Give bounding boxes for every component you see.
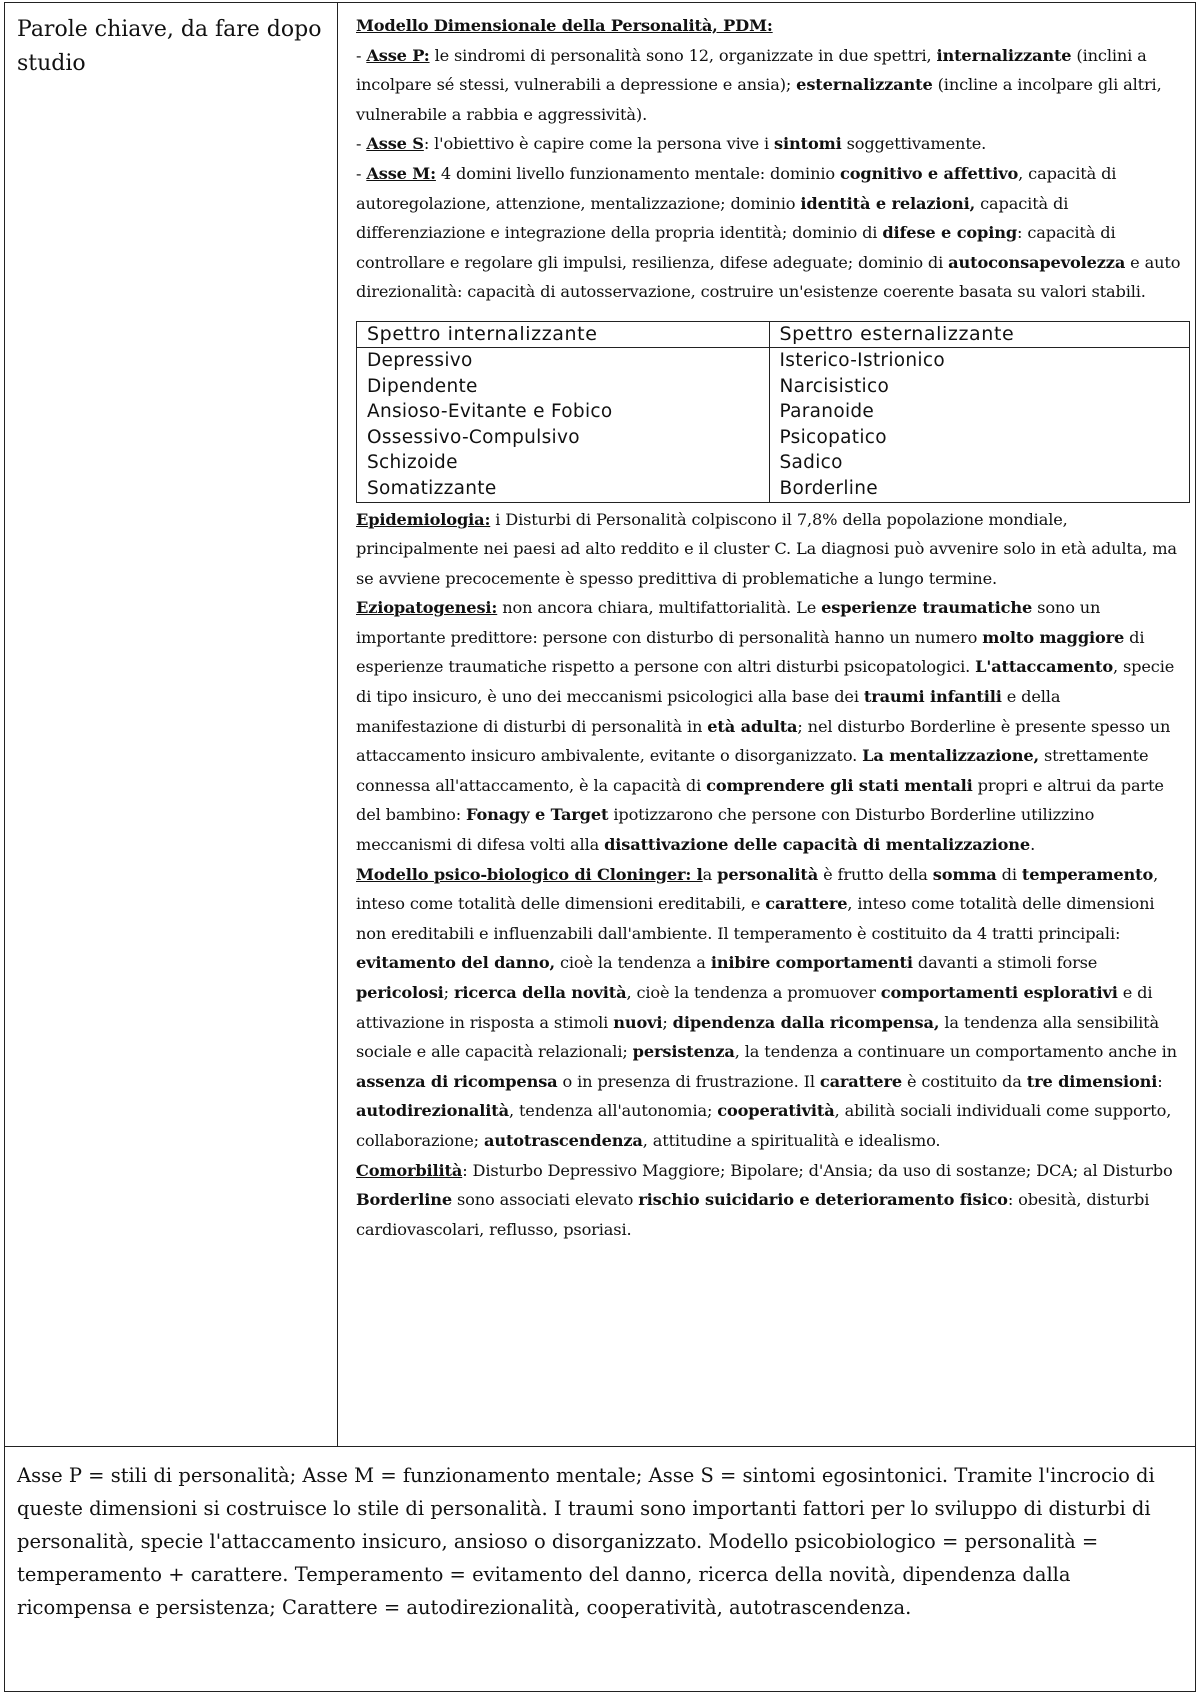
cloninger-bold: personalità bbox=[717, 864, 819, 884]
cloninger-text: è frutto della bbox=[818, 864, 933, 884]
cloninger-text: e di attivazione in risposta a stimoli bbox=[356, 983, 1153, 1032]
cloninger-bold: temperamento bbox=[1021, 864, 1154, 884]
cloninger-text: di bbox=[996, 864, 1022, 884]
table-cell: Narcisistico bbox=[769, 374, 1190, 400]
cloninger-section bbox=[356, 860, 1183, 1156]
asse-m-bold: identità e relazioni, bbox=[800, 193, 976, 213]
ezio-text: ipotizzarono che persone con Disturbo Borderline utilizzino meccanismi di difesa volti alla bbox=[356, 805, 1095, 855]
cloninger-text: la tendenza alla sensibilità sociale e alle capacità relazionali; bbox=[356, 1012, 1159, 1062]
summary-cell bbox=[5, 1446, 1195, 1691]
cloninger-bold: carattere bbox=[819, 1071, 902, 1091]
keywords-label: Parole chiave, da fare dopo studio bbox=[17, 17, 322, 76]
table-cell: Borderline bbox=[769, 476, 1190, 502]
ezio-text: sono un importante predittore: persone con disturbo di personalità hanno un numero bbox=[356, 598, 1101, 647]
cloninger-text: ; bbox=[443, 983, 454, 1002]
table-row bbox=[357, 450, 1190, 476]
table-row bbox=[357, 425, 1190, 451]
spectra-table bbox=[356, 321, 1190, 503]
asse-s-text: soggettivamente. bbox=[841, 134, 987, 154]
cloninger-text: davanti a stimoli forse bbox=[912, 953, 1098, 973]
table-cell: Schizoide bbox=[357, 450, 770, 476]
cloninger-text: : bbox=[1157, 1071, 1163, 1091]
cloninger-text: , cioè la tendenza a promuover bbox=[626, 983, 881, 1002]
epidemiologia-label: Epidemiologia: bbox=[356, 509, 491, 529]
comorbilita-bold: rischio suicidario e deterioramento fisico bbox=[638, 1190, 1008, 1210]
cloninger-bold: autotrascendenza bbox=[483, 1130, 643, 1150]
asse-s-text: : l'obiettivo è capire come la persona vive i bbox=[423, 134, 775, 154]
table-cell: Isterico-Istrionico bbox=[769, 347, 1190, 373]
summary-text: Asse P = stili di personalità; Asse M = funzionamento mentale; Asse S = sintomi egosintonici. Tramite l'incrocio di queste dimensioni si costruisce lo stile di personalità. I traumi sono importanti fattori per lo sviluppo di disturbi di personalità, specie l'attaccamento insicuro, ansioso o disorganizzato. Modello psicobiologico = personalità = temperamento + carattere. Temperamento = evitamento del danno, ricerca della novità, dipendenza dalla ricompensa e persistenza; Carattere = autodirezionalità, cooperatività, autotrascendenza. bbox=[17, 1464, 1155, 1619]
comorbilita-text: sono associati elevato bbox=[452, 1190, 639, 1210]
epidemiologia-text: i Disturbi di Personalità colpiscono il 7,8% della popolazione mondiale, principalmente nei paesi ad alto reddito e il cluster C. La diagnosi può avvenire solo in età adulta, ma se avviene precocemente è spesso predittiva di problematiche a lungo termine. bbox=[356, 509, 1177, 588]
comorbilita-bold: Borderline bbox=[356, 1190, 453, 1210]
ezio-bold: Fonagy e Target bbox=[466, 805, 609, 825]
asse-p-text: (incline a incolpare gli altri, vulnerabile a rabbia e aggressività). bbox=[356, 75, 1162, 124]
table-cell: Ansioso-Evitante e Fobico bbox=[357, 399, 770, 425]
cloninger-bold: assenza di ricompensa bbox=[356, 1071, 558, 1091]
asse-m-text: : capacità di controllare e regolare gli impulsi, resilienza, difese adeguate; dominio di bbox=[356, 223, 1116, 272]
ezio-text: . bbox=[1030, 835, 1036, 855]
table-row bbox=[357, 374, 1190, 400]
cloninger-bold: somma bbox=[932, 864, 997, 884]
table-cell: Depressivo bbox=[357, 347, 770, 373]
asse-m-label: Asse M: bbox=[366, 163, 436, 183]
cloninger-bold: tre dimensioni bbox=[1026, 1071, 1158, 1091]
ezio-text: e della manifestazione di disturbi di personalità in bbox=[356, 687, 1061, 736]
cloninger-bold: evitamento del danno, bbox=[356, 953, 555, 973]
table-cell: Sadico bbox=[769, 450, 1190, 476]
cloninger-bold: cooperatività bbox=[717, 1101, 835, 1121]
ezio-text: propri e altrui da parte del bambino: bbox=[356, 775, 1164, 825]
eziopatogenesi-label: Eziopatogenesi: bbox=[356, 598, 498, 618]
pdm-heading: Modello Dimensionale della Personalità, PDM: bbox=[356, 16, 773, 35]
spectra-header-row bbox=[357, 321, 1190, 347]
cloninger-bold: pericolosi bbox=[356, 983, 444, 1002]
asse-p-text: le sindromi di personalità sono 12, organizzate in due spettri, bbox=[429, 45, 937, 65]
cloninger-text: , attitudine a spiritualità e idealismo. bbox=[642, 1130, 941, 1150]
asse-m-text: 4 domini livello funzionamento mentale: dominio bbox=[435, 163, 840, 183]
ezio-text: , specie di tipo insicuro, è uno dei meccanismi psicologici alla base dei bbox=[356, 657, 1175, 707]
asse-m-text: , capacità di autoregolazione, attenzione, mentalizzazione; dominio bbox=[356, 163, 1117, 213]
comorbilita-text: : obesità, disturbi cardiovascolari, reflusso, psoriasi. bbox=[356, 1190, 1150, 1239]
cloninger-text: o in presenza di frustrazione. Il bbox=[557, 1071, 820, 1091]
asse-p-label: Asse P: bbox=[366, 45, 430, 65]
column-header: Spettro internalizzante bbox=[357, 321, 770, 347]
cloninger-text: ; bbox=[662, 1012, 673, 1032]
ezio-text: strettamente connessa all'attaccamento, è la capacità di bbox=[356, 746, 1149, 795]
table-row bbox=[357, 347, 1190, 373]
pdm-section: Modello Dimensionale della Personalità, PDM: - Asse P: le sindromi di personalità sono 12, organizzate in due spettri, internalizzante (inclini a incolpare sé stessi, vulnerabili a depressione e ansia); esternalizzante (incline a incolpare gli altri, vulnerabile a rabbia e aggressività). - Asse S: l'obiettivo è capire come la persona vive i sintomi soggettivamente. - Asse M: 4 domini livello funzionamento mentale: dominio cognitivo e affettivo, capacità di autoregolazione, attenzione, mentalizzazione; dominio identità e relazioni, capacità di differenziazione e integrazione della propria identità; dominio di difese e coping: capacità di controllare e regolare gli impulsi, resilienza, difese adeguate; dominio di autoconsapevolezza e auto direzionalità: capacità di autosservazione, costruire un'esistenze coerente basata su valori stabili. bbox=[356, 16, 1181, 302]
cloninger-bold: carattere bbox=[765, 894, 848, 914]
cloninger-text: a bbox=[702, 864, 718, 884]
asse-p-text: (inclini a incolpare sé stessi, vulnerabili a depressione e ansia); bbox=[356, 45, 1147, 95]
cloninger-bold: dipendenza dalla ricompensa, bbox=[672, 1012, 940, 1032]
ezio-bold: età adulta bbox=[707, 716, 798, 736]
ezio-text: ; nel disturbo Borderline è presente spesso un attaccamento insicuro ambivalente, evitante o disorganizzato. bbox=[356, 716, 1171, 766]
asse-p-bold: internalizzante bbox=[936, 45, 1072, 65]
ezio-text: di esperienze traumatiche rispetto a persone con altri disturbi psicopatologici. bbox=[356, 627, 1145, 677]
asse-s-bold: sintomi bbox=[774, 134, 842, 154]
comorbilita-text: : Disturbo Depressivo Maggiore; Bipolare; d'Ansia; da uso di sostanze; DCA; al Disturbo bbox=[462, 1160, 1173, 1180]
ezio-bold: La mentalizzazione, bbox=[862, 746, 1040, 766]
ezio-bold: L'attaccamento bbox=[975, 657, 1114, 677]
keywords-cell bbox=[5, 3, 338, 1446]
cloninger-label: Modello psico-biologico di Cloninger: l bbox=[356, 864, 703, 884]
comorbilita-label: Comorbilità bbox=[356, 1160, 463, 1180]
asse-m-text: capacità di differenziazione e integrazione della propria identità; dominio di bbox=[356, 193, 1069, 243]
cloninger-text: , la tendenza a continuare un comportamento anche in bbox=[734, 1042, 1177, 1062]
eziopatogenesi-section bbox=[356, 593, 1183, 859]
comorbilita-section bbox=[356, 1156, 1183, 1245]
table-row bbox=[357, 476, 1190, 502]
table-cell: Psicopatico bbox=[769, 425, 1190, 451]
epidemiologia-section bbox=[356, 505, 1183, 594]
cloninger-text: , inteso come totalità delle dimensioni non ereditabili e influenzabili dall'ambiente. Il temperamento è costituito da 4 tratti principali: bbox=[356, 894, 1155, 943]
asse-m-text: e auto direzionalità: capacità di autosservazione, costruire un'esistenze coerente basata su valori stabili. bbox=[356, 252, 1181, 302]
cloninger-bold: ricerca della novità bbox=[453, 983, 627, 1002]
cloninger-text: , abilità sociali individuali come supporto, collaborazione; bbox=[356, 1101, 1172, 1150]
column-header: Spettro esternalizzante bbox=[769, 321, 1190, 347]
asse-m-bold: autoconsapevolezza bbox=[948, 252, 1126, 272]
cloninger-bold: autodirezionalità bbox=[356, 1101, 509, 1121]
cloninger-bold: comportamenti esplorativi bbox=[880, 983, 1118, 1002]
asse-m-bold: cognitivo e affettivo bbox=[839, 163, 1019, 183]
cloninger-bold: persistenza bbox=[632, 1042, 735, 1062]
cloninger-text: , tendenza all'autonomia; bbox=[508, 1101, 718, 1121]
table-cell: Ossessivo-Compulsivo bbox=[357, 425, 770, 451]
ezio-bold: esperienze traumatiche bbox=[821, 598, 1033, 618]
asse-s-label: Asse S bbox=[366, 134, 424, 154]
ezio-bold: disattivazione delle capacità di mentalizzazione bbox=[604, 835, 1031, 855]
content-cell bbox=[338, 3, 1195, 1446]
cloninger-bold: inibire comportamenti bbox=[710, 953, 913, 973]
cloninger-text: , inteso come totalità delle dimensioni ereditabili, e bbox=[356, 864, 1159, 914]
table-cell: Somatizzante bbox=[357, 476, 770, 502]
table-cell: Paranoide bbox=[769, 399, 1190, 425]
ezio-bold: traumi infantili bbox=[863, 687, 1002, 707]
ezio-text: non ancora chiara, multifattorialità. Le bbox=[497, 598, 822, 618]
asse-p-bold: esternalizzante bbox=[796, 75, 933, 95]
cloninger-text: cioè la tendenza a bbox=[554, 953, 711, 973]
notes-table bbox=[4, 2, 1196, 1692]
table-row bbox=[357, 399, 1190, 425]
cloninger-bold: nuovi bbox=[613, 1012, 663, 1032]
ezio-bold: molto maggiore bbox=[982, 627, 1125, 647]
table-cell: Dipendente bbox=[357, 374, 770, 400]
ezio-bold: comprendere gli stati mentali bbox=[706, 775, 973, 795]
cloninger-text: è costituito da bbox=[901, 1071, 1027, 1091]
asse-m-bold: difese e coping bbox=[882, 223, 1018, 243]
